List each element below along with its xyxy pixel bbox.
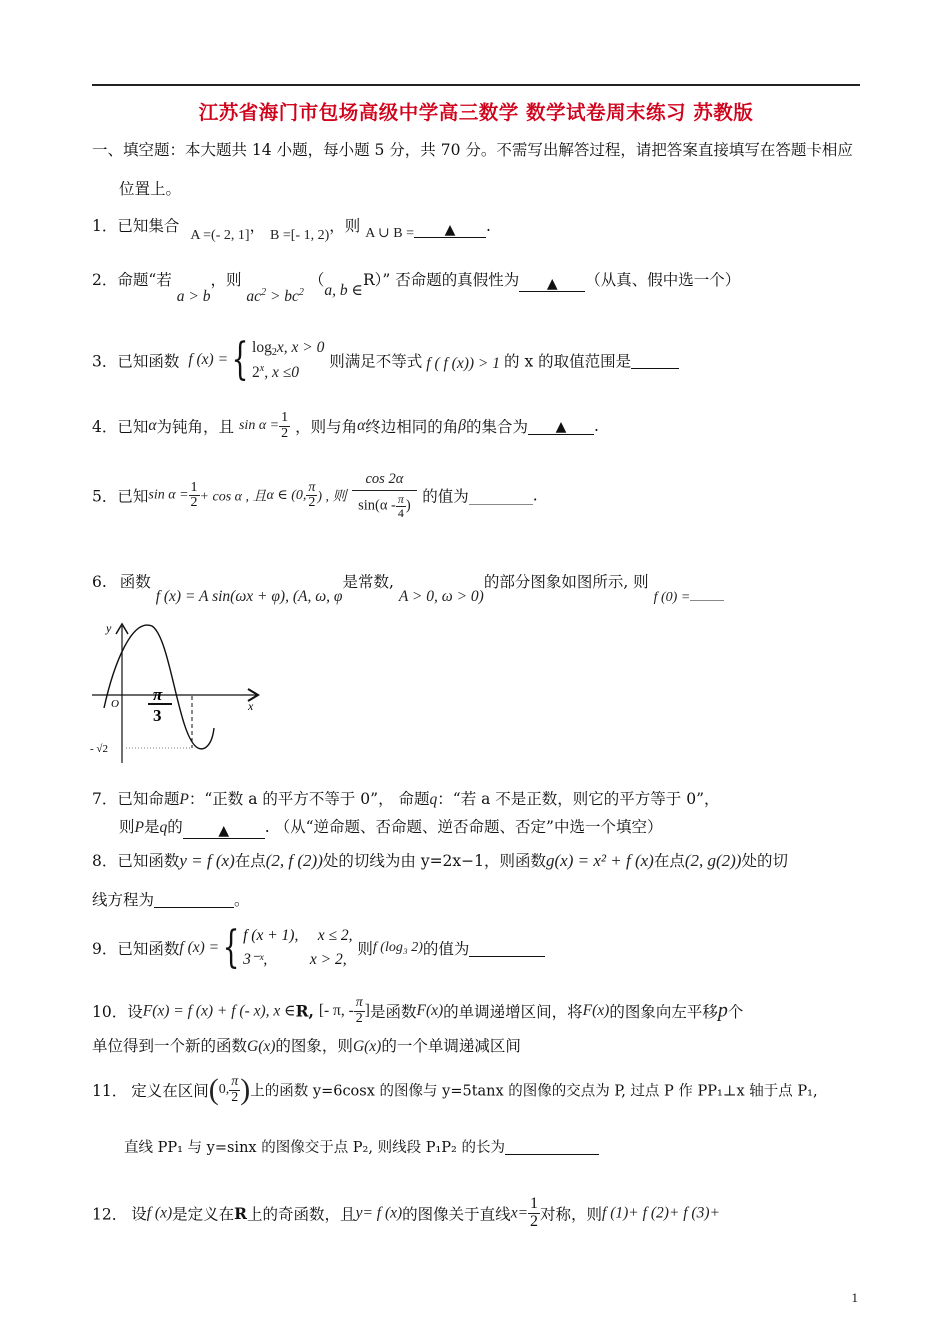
q5-sin: sin α = bbox=[148, 487, 189, 503]
q3-cases: $\log_2x$, x > 0 2$^x$, x ≤0 bbox=[252, 339, 325, 381]
q7-answer-blank[interactable] bbox=[183, 821, 265, 839]
q5-bclose: ) bbox=[405, 497, 411, 514]
q4-frac bbox=[279, 411, 290, 441]
q7-text3: ：“若 a 不是正数，则它的平方等于 0”， bbox=[437, 790, 720, 808]
q6-expr: f (x) = A sin(ωx + φ), (A, ω, φ bbox=[155, 588, 343, 605]
q6-number: 6. bbox=[92, 573, 107, 591]
q8-text3: 处的切线为由 y=2x−1，则函数 bbox=[322, 852, 547, 870]
question-7 bbox=[92, 787, 720, 809]
q4-alpha: α bbox=[148, 417, 157, 435]
q7-l2c: 的 bbox=[167, 818, 183, 836]
paren-left-icon: ( bbox=[208, 1073, 219, 1106]
question-6 bbox=[92, 570, 724, 606]
q4-beta: β bbox=[458, 417, 466, 435]
brace-icon: { bbox=[231, 334, 249, 386]
q3-f: f (x) = bbox=[188, 351, 229, 369]
q12-text2: 是定义在 bbox=[172, 1205, 235, 1224]
question-8 bbox=[92, 849, 788, 871]
section-heading-cont: 位置上。 bbox=[119, 180, 182, 198]
q10-pn: π bbox=[355, 995, 363, 1010]
q4-end: . bbox=[593, 417, 599, 436]
q10-text2: 是函数 bbox=[369, 1003, 417, 1022]
question-8-line2 bbox=[92, 888, 250, 910]
q9-f: f (x) = bbox=[179, 939, 220, 957]
q12-fn: 1 bbox=[530, 1195, 539, 1212]
q12-frac bbox=[528, 1196, 540, 1231]
question-11-line2 bbox=[124, 1136, 599, 1157]
origin-label: O bbox=[111, 698, 119, 710]
q5-number: 5． bbox=[92, 487, 118, 506]
q7-p: P bbox=[179, 791, 189, 808]
q9-cases bbox=[243, 924, 352, 972]
q5-big-frac bbox=[352, 472, 418, 519]
q8-p1: (2, f (2)) bbox=[265, 851, 323, 870]
q1-expr: A ∪ B = bbox=[365, 226, 415, 241]
q10-pd: 2 bbox=[355, 1010, 363, 1026]
q4-sin: sin α = bbox=[238, 418, 280, 434]
q10-number: 10． bbox=[92, 1003, 128, 1022]
q11-text2: 上的函数 y=6cosx 的图像与 y=5tanx 的图像的交点为 P, 过点 P 作 PP₁⊥x 轴于点 P₁, bbox=[250, 1083, 818, 1100]
q5-frac bbox=[189, 481, 200, 511]
pi-mark: π bbox=[153, 685, 163, 704]
q5-bpd: 4 bbox=[397, 505, 404, 520]
triangle-icon: ▲ bbox=[555, 419, 567, 436]
q8-number: 8． bbox=[92, 852, 118, 870]
q5-text: 已知 bbox=[117, 487, 149, 506]
q3-case1b: x, x > 0 bbox=[276, 339, 325, 356]
q5-answer-blank[interactable] bbox=[469, 487, 533, 505]
q3-answer-blank[interactable] bbox=[631, 351, 679, 369]
paren-right-icon: ) bbox=[240, 1073, 251, 1106]
question-2: 2．命题“若 a > b，则 $ac^2 > bc^2$ （a, b ∈R）” 否命题的真假性为 ▲ （从真、假中选一个） bbox=[92, 271, 741, 305]
q10-R: R, bbox=[295, 1001, 314, 1021]
q4-text: 已知 bbox=[117, 418, 149, 437]
q5-pi-frac bbox=[306, 481, 317, 511]
q1-end: . bbox=[486, 217, 491, 235]
q10-G2: G(x) bbox=[352, 1038, 382, 1055]
question-10 bbox=[92, 996, 743, 1026]
q1-setB: B =[- 1, 2) bbox=[270, 228, 330, 243]
question-4 bbox=[92, 411, 599, 441]
q4-alpha2: α bbox=[357, 417, 366, 435]
q5-fd: 2 bbox=[190, 495, 198, 511]
q2-then: ，则 bbox=[210, 271, 242, 289]
q10-frac bbox=[354, 996, 365, 1026]
q6-text2: 是常数, bbox=[342, 573, 394, 591]
q5-bpn: π bbox=[397, 492, 404, 507]
q5-end: . bbox=[532, 486, 538, 505]
q12-number: 12． bbox=[92, 1205, 128, 1224]
q8-f1: y = f (x) bbox=[179, 851, 235, 870]
q12-sum: f (1)+ f (2)+ f (3)+ bbox=[602, 1204, 720, 1222]
q9-val: f (log₃ 2) bbox=[372, 940, 423, 956]
three-mark: 3 bbox=[153, 706, 162, 725]
q2-text2: R）” 否命题的真假性为 bbox=[362, 271, 520, 289]
q8-text2: 在点 bbox=[234, 852, 266, 870]
q2-number: 2． bbox=[92, 271, 118, 289]
q10-text3: 的单调递增区间，将 bbox=[443, 1003, 583, 1022]
q4-number: 4． bbox=[92, 418, 118, 437]
q9-case2: 3⁻ˣ, x > 2, bbox=[243, 951, 347, 969]
q7-number: 7． bbox=[92, 790, 118, 808]
q6-ans: f (0) = bbox=[653, 590, 691, 605]
q6-answer-blank[interactable] bbox=[690, 583, 724, 601]
q2-ab: a, b ∈ bbox=[324, 282, 363, 299]
q5-bd: sin(α - bbox=[358, 497, 396, 514]
brace-icon: { bbox=[222, 922, 240, 974]
y-label: y bbox=[106, 621, 112, 635]
q8-text: 已知函数 bbox=[117, 852, 180, 870]
q10-p: p bbox=[717, 999, 728, 1022]
q11-pn: π bbox=[231, 1073, 239, 1089]
q10-F: F(x) = f (x) + f (- x), x ∈ bbox=[142, 1002, 296, 1020]
q4-fd: 2 bbox=[281, 425, 289, 441]
q1-then: ，则 bbox=[329, 217, 361, 235]
q10-text: 设 bbox=[127, 1003, 143, 1022]
q7-l2d: . （从“逆命题、否命题、逆否命题、否定”中选一个填空） bbox=[264, 818, 663, 836]
q2-end: （从真、假中选一个） bbox=[585, 271, 741, 289]
q4-fn: 1 bbox=[281, 410, 289, 425]
q5-plus: + cos α , 且 bbox=[199, 489, 267, 505]
q8-text5: 处的切 bbox=[741, 852, 788, 870]
question-5 bbox=[92, 472, 538, 519]
q11-frac bbox=[229, 1075, 240, 1105]
q2-cond: a > b bbox=[176, 288, 211, 305]
q10-F2: F(x) bbox=[416, 1002, 444, 1020]
ymin-label: - √2 bbox=[90, 743, 108, 755]
triangle-icon: ▲ bbox=[218, 823, 230, 839]
q1-answer-blank[interactable] bbox=[414, 220, 486, 238]
question-1 bbox=[92, 214, 491, 244]
top-rule bbox=[92, 84, 860, 86]
section-heading: 一、填空题：本大题共 14 小题，每小题 5 分，共 70 分。不需写出解答过程，请把答案直接填写在答题卡相应 bbox=[92, 141, 853, 159]
q3-case2: 2 bbox=[252, 363, 260, 381]
q7-q2: q bbox=[159, 819, 168, 836]
q2-paren: （ bbox=[308, 271, 325, 289]
q5-bn: cos 2α bbox=[352, 472, 418, 491]
q3-text3: 的 x 的取值范围是 bbox=[504, 352, 632, 371]
q12-y: y= f (x) bbox=[355, 1204, 403, 1222]
q2-bc: > bc bbox=[266, 288, 299, 305]
q10-G: G(x) bbox=[247, 1038, 276, 1055]
q5-pn: π bbox=[308, 479, 316, 495]
q5-in: α ∈ (0, bbox=[266, 488, 307, 504]
q1-text: 已知集合 bbox=[117, 217, 180, 235]
q11-l2: 直线 PP₁ 与 y=sinx 的图像交于点 P₂, 则线段 P₁P₂ 的长为 bbox=[124, 1140, 505, 1156]
triangle-icon: ▲ bbox=[546, 276, 558, 292]
q9-answer-blank[interactable] bbox=[469, 939, 545, 957]
q12-R: R bbox=[234, 1203, 248, 1223]
page-number: 1 bbox=[851, 1290, 858, 1305]
q12-text4: 的图像关于直线 bbox=[402, 1205, 511, 1224]
q9-number: 9． bbox=[92, 940, 118, 959]
q4-text3: ，则与角 bbox=[295, 418, 358, 437]
q12-f1: f (x) bbox=[146, 1204, 173, 1222]
q10-text5: 个 bbox=[727, 1003, 744, 1022]
q11-text: 定义在区间 bbox=[131, 1082, 209, 1100]
question-11 bbox=[92, 1073, 818, 1107]
q4-text5: 的集合为 bbox=[465, 418, 528, 437]
triangle-icon: ▲ bbox=[444, 222, 456, 238]
q7-q: q bbox=[429, 791, 438, 808]
q4-answer-blank[interactable] bbox=[528, 417, 594, 435]
q11-answer-blank[interactable] bbox=[505, 1137, 599, 1155]
q5-text2: 的值为 bbox=[422, 487, 469, 506]
q9-text2: 则 bbox=[357, 940, 373, 959]
q1-setA: A =(- 2, 1] bbox=[190, 228, 250, 243]
q10-l2c: 的一个单调递减区间 bbox=[381, 1037, 521, 1055]
q1-number: 1． bbox=[92, 217, 118, 235]
q12-text5: 对称，则 bbox=[540, 1205, 603, 1224]
q10-int2: ] bbox=[364, 1002, 370, 1020]
q11-int: 0, bbox=[218, 1082, 230, 1097]
q9-text: 已知函数 bbox=[117, 940, 180, 959]
q3-text: 已知函数 bbox=[117, 352, 180, 371]
page-title: 江苏省海门市包场高级中学高三数学 数学试卷周末练习 苏教版 bbox=[198, 101, 754, 124]
q5-close: ) , 则 bbox=[317, 489, 347, 505]
q8-g: g(x) = x² + f (x) bbox=[546, 851, 654, 870]
q9-text3: 的值为 bbox=[422, 940, 470, 959]
q7-text2: ：“正数 a 的平方不等于 0”， 命题 bbox=[188, 790, 430, 808]
q7-p2: P bbox=[134, 819, 144, 836]
q12-fd: 2 bbox=[530, 1212, 539, 1230]
q8-answer-blank[interactable] bbox=[154, 890, 234, 908]
q3-ineq: f ( f (x)) > 1 bbox=[426, 355, 501, 373]
q3-case2c: , x ≤0 bbox=[264, 363, 300, 381]
q10-text4: 的图象向左平移 bbox=[609, 1003, 718, 1022]
q3-case1: log bbox=[252, 339, 272, 356]
q2-answer-blank[interactable] bbox=[519, 274, 585, 292]
q12-x: x= bbox=[510, 1204, 529, 1222]
q6-text3: 的部分图象如图所示, 则 bbox=[483, 573, 649, 591]
q12-text: 设 bbox=[131, 1205, 147, 1224]
q10-int1: [- π, - bbox=[318, 1002, 354, 1020]
q11-number: 11． bbox=[92, 1082, 128, 1100]
q2-ac: ac bbox=[246, 288, 262, 305]
question-12 bbox=[92, 1196, 720, 1231]
x-label: x bbox=[248, 699, 254, 713]
question-10-line2 bbox=[92, 1034, 521, 1056]
q6-cond: A > 0, ω > 0) bbox=[398, 588, 484, 605]
q8-end: 。 bbox=[234, 891, 250, 909]
sine-graph bbox=[86, 618, 266, 768]
q8-l2: 线方程为 bbox=[92, 891, 155, 909]
q7-l2b: 是 bbox=[143, 818, 160, 836]
q10-l2b: 的图象，则 bbox=[275, 1037, 353, 1055]
q11-pd: 2 bbox=[231, 1089, 239, 1105]
q12-text3: 上的奇函数，且 bbox=[247, 1205, 356, 1224]
q10-F3: F(x) bbox=[582, 1002, 610, 1020]
q5-fn: 1 bbox=[190, 479, 198, 495]
q7-l2a: 则 bbox=[119, 818, 135, 836]
q8-p2: (2, g(2)) bbox=[684, 851, 742, 870]
q7-text: 已知命题 bbox=[117, 790, 180, 808]
q8-text4: 在点 bbox=[653, 852, 685, 870]
q5-pd: 2 bbox=[308, 495, 316, 511]
q10-l2a: 单位得到一个新的函数 bbox=[92, 1037, 248, 1055]
q2-text: 命题“若 bbox=[117, 271, 172, 289]
q3-number: 3． bbox=[92, 352, 118, 371]
question-7-line2 bbox=[119, 815, 662, 839]
question-3 bbox=[92, 336, 679, 385]
q1-comma: ， bbox=[249, 217, 266, 235]
q9-case1: f (x + 1), x ≤ 2, bbox=[243, 927, 353, 944]
q4-text4: 终边相同的角 bbox=[365, 418, 459, 437]
q4-text2: 为钝角，且 bbox=[156, 418, 235, 437]
question-9 bbox=[92, 924, 545, 972]
q6-text: 函数 bbox=[119, 573, 151, 591]
q3-text2: 则满足不等式 bbox=[329, 352, 423, 371]
q3-case2b: x bbox=[259, 362, 265, 374]
